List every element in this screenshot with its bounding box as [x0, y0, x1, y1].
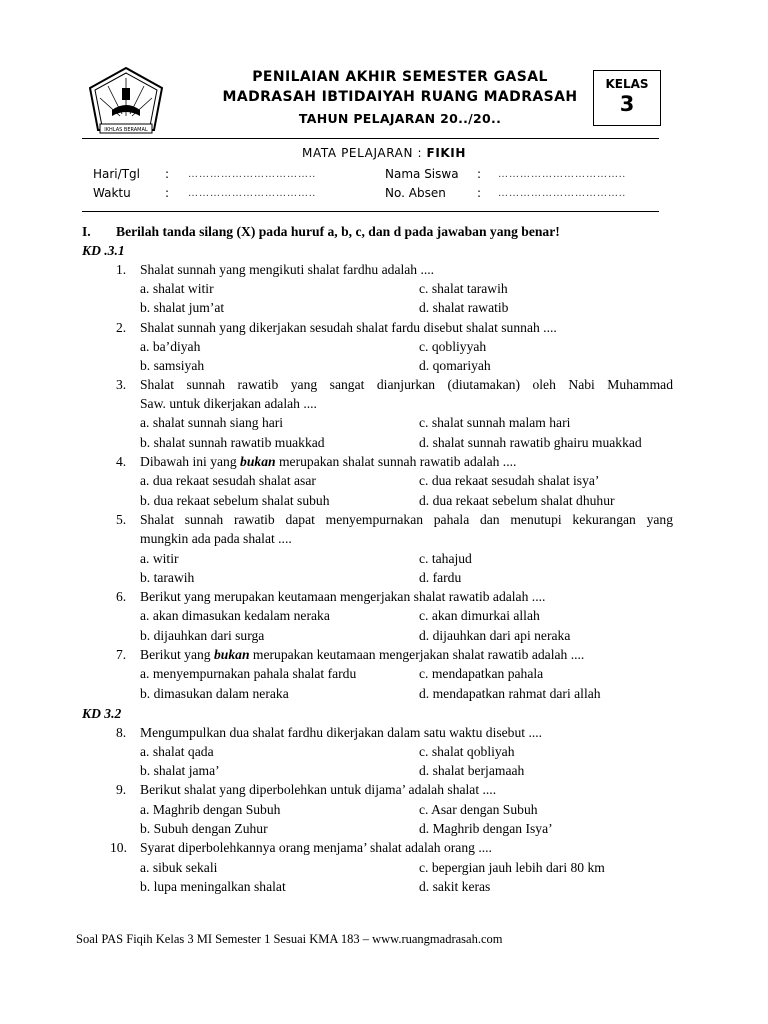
option-d[interactable]: d. qomariyah — [419, 358, 491, 373]
question-number: 10. — [110, 840, 127, 855]
kelas-number: 3 — [619, 92, 635, 116]
option-c[interactable]: c. tahajud — [419, 551, 472, 566]
option-d[interactable]: d. shalat rawatib — [419, 300, 509, 315]
subject-value: FIKIH — [426, 146, 466, 160]
emphasis-bukan: bukan — [214, 647, 250, 662]
option-b[interactable]: b. dua rekaat sebelum shalat subuh — [140, 493, 330, 508]
nama-colon: : — [477, 167, 482, 181]
kd-heading-2: KD 3.2 — [82, 706, 122, 721]
option-d[interactable]: d. Maghrib dengan Isya’ — [419, 821, 553, 836]
option-a[interactable]: a. ba’diyah — [140, 339, 201, 354]
page-footer: Soal PAS Fiqih Kelas 3 MI Semester 1 Sesuai KMA 183 – www.ruangmadrasah.com — [76, 932, 503, 946]
absen-colon: : — [477, 186, 482, 200]
question-text-pre: Berikut yang — [140, 647, 214, 662]
header-title-3: TAHUN PELAJARAN 20../20.. — [298, 111, 502, 126]
question-number: 6. — [116, 589, 127, 604]
option-b[interactable]: b. Subuh dengan Zuhur — [140, 821, 268, 836]
option-b[interactable]: b. shalat jum’at — [140, 300, 225, 315]
kemenag-logo — [86, 66, 166, 140]
option-a[interactable]: a. dua rekaat sesudah shalat asar — [140, 473, 316, 488]
instruction-number: I. — [82, 224, 91, 239]
nama-dots[interactable]: …………………………….. — [498, 169, 626, 180]
option-a[interactable]: a. shalat qada — [140, 744, 214, 759]
option-b[interactable]: b. samsiyah — [140, 358, 205, 373]
option-a[interactable]: a. shalat witir — [140, 281, 214, 296]
instruction-text: Berilah tanda silang (X) pada huruf a, b, c, dan d pada jawaban yang benar! — [116, 224, 560, 239]
emphasis-bukan: bukan — [240, 454, 276, 469]
logo-band-text: IKHLAS BERAMAL — [104, 127, 148, 133]
question-text: Shalat sunnah yang mengikuti shalat fardhu adalah .... — [140, 262, 435, 277]
kelas-label: KELAS — [605, 77, 649, 91]
option-a[interactable]: a. witir — [140, 551, 179, 566]
option-b[interactable]: b. tarawih — [140, 570, 195, 585]
question-number: 8. — [116, 725, 127, 740]
question-text-cont: Saw. untuk dikerjakan adalah .... — [140, 396, 317, 411]
option-c[interactable]: c. shalat qobliyah — [419, 744, 515, 759]
option-a[interactable]: a. shalat sunnah siang hari — [140, 415, 284, 430]
question-text — [140, 647, 584, 663]
option-c[interactable]: c. shalat sunnah malam hari — [419, 415, 571, 430]
option-c[interactable]: c. shalat tarawih — [419, 281, 508, 296]
hari-colon: : — [165, 167, 170, 181]
question-text: Shalat sunnah rawatib yang sangat dianjurkan (diutamakan) oleh Nabi Muhammad — [140, 377, 673, 392]
option-a[interactable]: a. menyempurnakan pahala shalat fardu — [140, 666, 357, 681]
option-d[interactable]: d. shalat berjamaah — [419, 763, 525, 778]
option-d[interactable]: d. mendapatkan rahmat dari allah — [419, 686, 601, 701]
option-b[interactable]: b. dimasukan dalam neraka — [140, 686, 289, 701]
question-number: 4. — [116, 454, 127, 469]
question-text-cont: mungkin ada pada shalat .... — [140, 531, 292, 546]
question-number: 2. — [116, 320, 127, 335]
hari-dots[interactable]: …………………………….. — [188, 169, 316, 180]
question-number: 3. — [116, 377, 127, 392]
option-d[interactable]: d. shalat sunnah rawatib ghairu muakkad — [419, 435, 642, 450]
kd-heading-1: KD .3.1 — [82, 243, 125, 258]
question-text — [140, 454, 516, 470]
option-d[interactable]: d. dijauhkan dari api neraka — [419, 628, 571, 643]
question-text: Berikut shalat yang diperbolehkan untuk dijama’ adalah shalat .... — [140, 782, 497, 797]
question-number: 9. — [116, 782, 127, 797]
option-b[interactable]: b. lupa meningalkan shalat — [140, 879, 286, 894]
question-text: Shalat sunnah rawatib dapat menyempurnakan pahala dan menutupi kekurangan yang — [140, 512, 673, 527]
question-text: Syarat diperbolehkannya orang menjama’ shalat adalah orang .... — [140, 840, 492, 855]
waktu-dots[interactable]: …………………………….. — [188, 188, 316, 199]
option-c[interactable]: c. Asar dengan Subuh — [419, 802, 538, 817]
subject-label: MATA PELAJARAN : — [302, 146, 423, 160]
option-d[interactable]: d. dua rekaat sebelum shalat dhuhur — [419, 493, 615, 508]
question-text-pre: Dibawah ini yang — [140, 454, 241, 469]
hari-label: Hari/Tgl — [93, 167, 140, 181]
option-a[interactable]: a. akan dimasukan kedalam neraka — [140, 608, 330, 623]
question-number: 7. — [116, 647, 127, 662]
absen-dots[interactable]: …………………………….. — [498, 188, 626, 199]
waktu-colon: : — [165, 186, 170, 200]
subject-line — [0, 146, 768, 160]
header-title-2: MADRASAH IBTIDAIYAH RUANG MADRASAH — [222, 89, 578, 105]
option-b[interactable]: b. dijauhkan dari surga — [140, 628, 265, 643]
waktu-label: Waktu — [93, 186, 131, 200]
question-text: Shalat sunnah yang dikerjakan sesudah shalat fardu disebut shalat sunnah .... — [140, 320, 557, 335]
option-c[interactable]: c. akan dimurkai allah — [419, 608, 540, 623]
option-b[interactable]: b. shalat jama’ — [140, 763, 220, 778]
question-text-post: merupakan shalat sunnah rawatib adalah .... — [275, 454, 517, 469]
question-text: Mengumpulkan dua shalat fardhu dikerjakan dalam satu waktu disebut .... — [140, 725, 543, 740]
nama-label: Nama Siswa — [385, 167, 459, 181]
header-divider — [82, 138, 659, 139]
info-divider — [82, 211, 659, 212]
option-c[interactable]: c. dua rekaat sesudah shalat isya’ — [419, 473, 600, 488]
question-number: 1. — [116, 262, 127, 277]
option-b[interactable]: b. shalat sunnah rawatib muakkad — [140, 435, 325, 450]
option-c[interactable]: c. qobliyyah — [419, 339, 487, 354]
absen-label: No. Absen — [385, 186, 446, 200]
question-text-post: merupakan keutamaan mengerjakan shalat rawatib adalah .... — [249, 647, 585, 662]
kelas-box — [593, 70, 661, 126]
option-d[interactable]: d. sakit keras — [419, 879, 491, 894]
option-c[interactable]: c. bepergian jauh lebih dari 80 km — [419, 860, 605, 875]
question-number: 5. — [116, 512, 127, 527]
question-text: Berikut yang merupakan keutamaan mengerjakan shalat rawatib adalah .... — [140, 589, 546, 604]
option-c[interactable]: c. mendapatkan pahala — [419, 666, 544, 681]
header-title-1: PENILAIAN AKHIR SEMESTER GASAL — [252, 69, 548, 85]
option-a[interactable]: a. sibuk sekali — [140, 860, 218, 875]
option-d[interactable]: d. fardu — [419, 570, 462, 585]
option-a[interactable]: a. Maghrib dengan Subuh — [140, 802, 281, 817]
